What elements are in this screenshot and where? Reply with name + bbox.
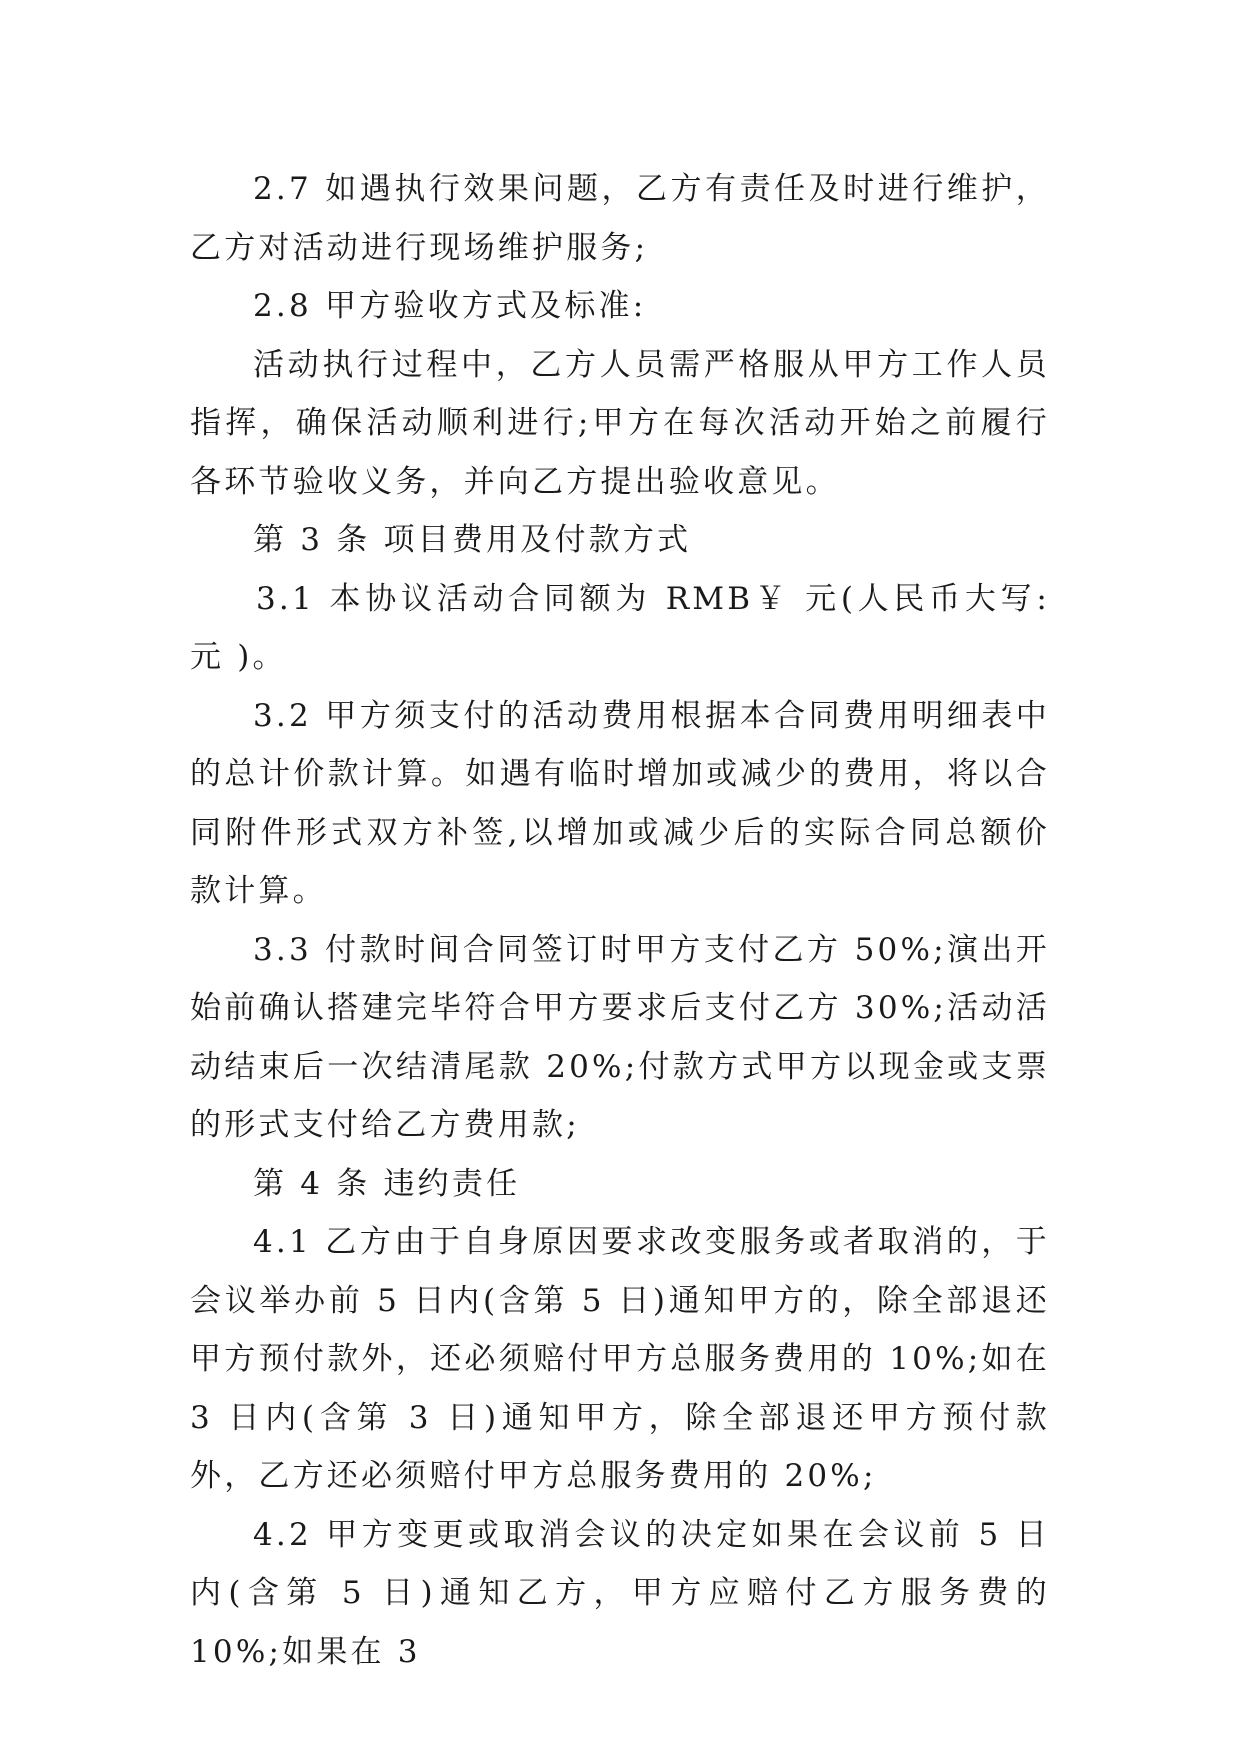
clause-2-7: 2.7 如遇执行效果问题，乙方有责任及时进行维护，乙方对活动进行现场维护服务; [190,171,1050,266]
clause-2-8-heading: 2.8 甲方验收方式及标准: [253,288,647,324]
document-page [190,160,1050,1681]
clause-4-1: 4.1 乙方由于自身原因要求改变服务或者取消的，于会议举办前 5 日内(含第 5 日)通知甲方的，除全部退还甲方预付款外，还必须赔付甲方总服务费用的 10%;如在 3 日内(含第 3 日)通知甲方，除全部退还甲方预付款外，乙方还必须赔付甲方总服务费用的 20%; [190,1224,1050,1494]
clause-4-2: 4.2 甲方变更或取消会议的决定如果在会议前 5 日内(含第 5 日)通知乙方，甲方应赔付乙方服务费的 10%;如果在 3 [190,1516,1050,1670]
clause-3-1: 3.1 本协议活动合同额为 RMB￥ 元(人民币大写:元 )。 [190,580,1050,675]
clause-2-8-body: 活动执行过程中，乙方人员需严格服从甲方工作人员指挥，确保活动顺利进行;甲方在每次活动开始之前履行各环节验收义务，并向乙方提出验收意见。 [190,346,1050,500]
article-3-heading: 第 3 条 项目费用及付款方式 [253,522,692,558]
clause-3-2: 3.2 甲方须支付的活动费用根据本合同费用明细表中的总计价款计算。如遇有临时增加或减少的费用，将以合同附件形式双方补签,以增加或减少后的实际合同总额价款计算。 [190,697,1050,909]
clause-3-3: 3.3 付款时间合同签订时甲方支付乙方 50%;演出开始前确认搭建完毕符合甲方要求后支付乙方 30%;活动活动结束后一次结清尾款 20%;付款方式甲方以现金或支票的形式支付给乙方费用款; [190,931,1050,1143]
article-4-heading: 第 4 条 违约责任 [253,1165,521,1202]
